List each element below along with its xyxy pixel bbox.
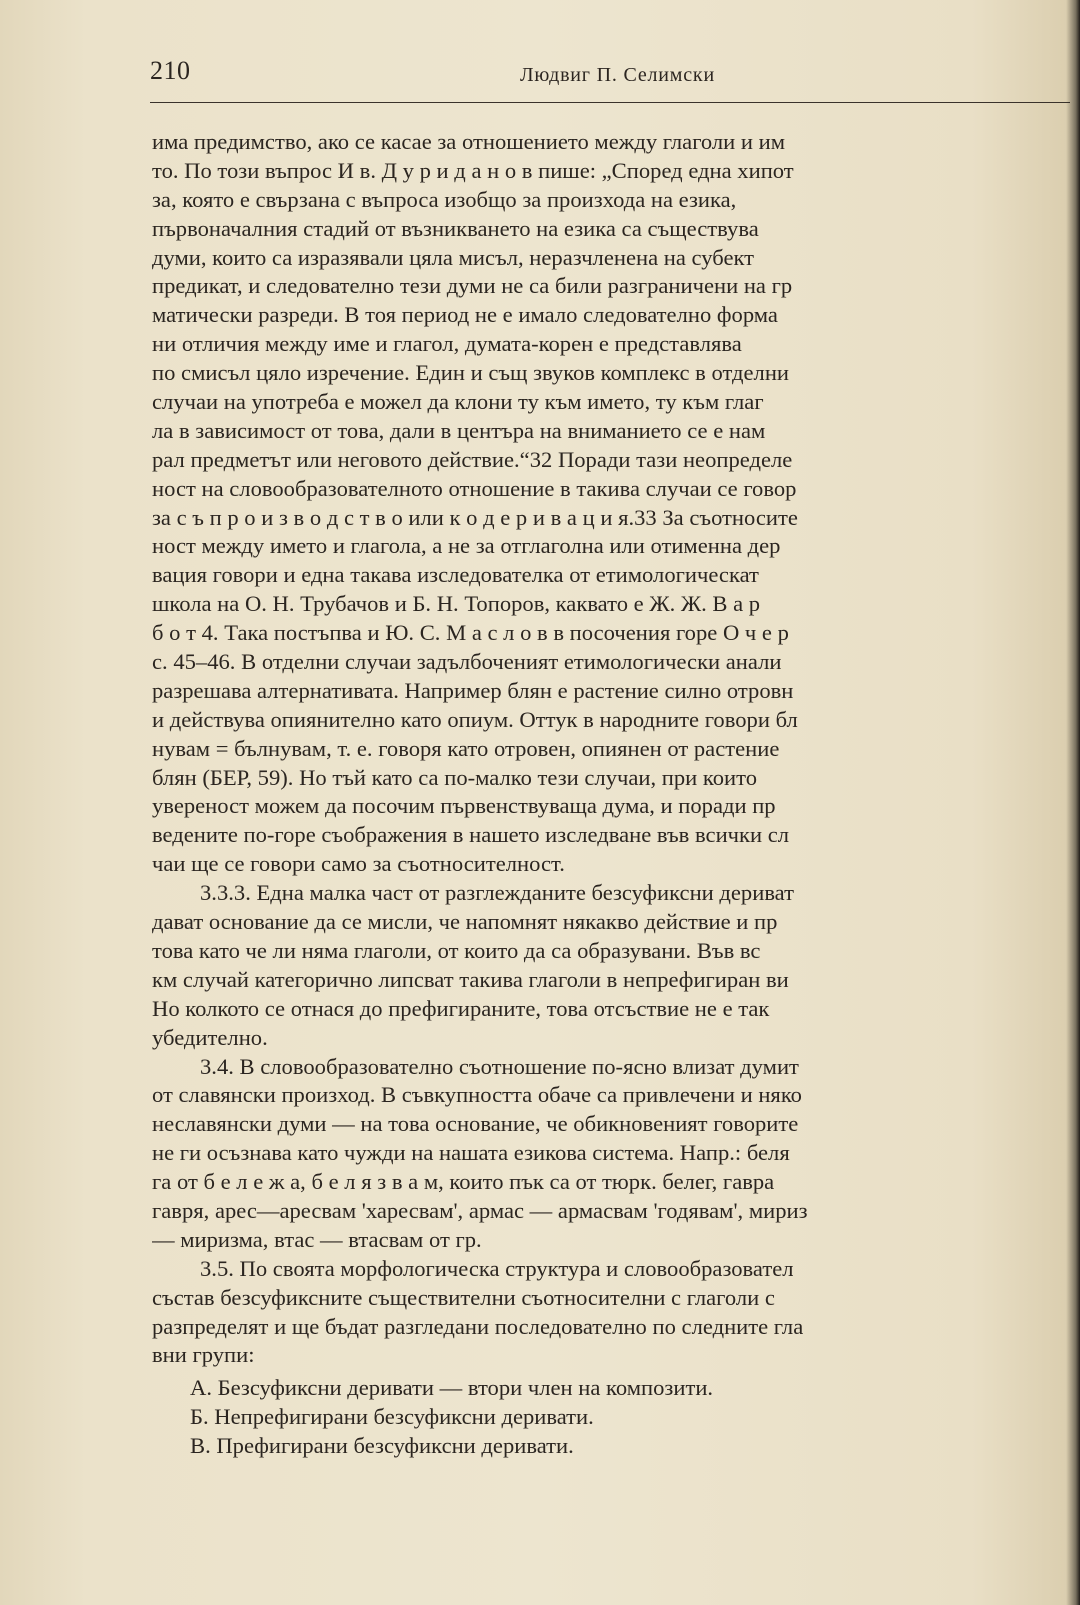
text-line: нувам = бълнувам, т. е. говоря като отровен, опиянен от растение <box>152 735 780 761</box>
text-line: школа на О. Н. Трубачов и Б. Н. Топоров, каквато е Ж. Ж. В а р <box>152 591 761 617</box>
text-line: вни групи: <box>152 1342 255 1368</box>
text-line: ност между името и глагола, а не за отглаголна или отименна дер <box>152 533 781 559</box>
text-line: има предимство, ако се касае за отношението между глаголи и им <box>152 129 786 154</box>
list-item: В. Префигирани безсуфиксни деривати. <box>190 1433 574 1459</box>
page-header <box>150 52 1070 103</box>
paragraph-start-line: 3.5. По своята морфологическа структура и словообразовател <box>200 1255 794 1281</box>
text-line: га от б е л е ж а, б е л я з в а м, които пък са от тюрк. белег, гавра <box>152 1169 775 1195</box>
text-line: с. 45–46. В отделни случаи задълбоченият етимологически анали <box>152 649 782 675</box>
text-line: увереност можем да посочим първенствуваща дума, и поради пр <box>152 793 776 819</box>
list-item: Б. Непрефигирани безсуфиксни деривати. <box>190 1404 594 1430</box>
text-line: б о т 4. Така постъпва и Ю. С. М а с л о в в посочения горе О ч е р <box>152 620 789 646</box>
text-line: от славянски произход. В съвкупността обаче са привлечени и няко <box>152 1082 802 1108</box>
text-line: гавря, арес—аресвам 'харесвам', армас — армасвам 'годявам', мириз <box>152 1197 808 1223</box>
text-line: блян (БЕР, 59). Но тъй като са по-малко тези случаи, при които <box>152 764 757 790</box>
text-line: ведените по-горе съображения в нашето изследване във всички сл <box>152 822 790 848</box>
running-head: Людвиг П. Селимски <box>520 64 715 86</box>
text-line: — миризма, втас — втасвам от гр. <box>152 1226 482 1252</box>
group-list <box>152 1374 1067 1461</box>
page-edge-shadow <box>1066 0 1080 1605</box>
text-line: и действува опиянително като опиум. Оттук в народните говори бл <box>152 706 798 732</box>
text-line: Но колкото се отнася до префигираните, това отсъствие не е так <box>152 995 770 1021</box>
text-line: предикат, и следователно тези думи не са били разграничени на гр <box>152 273 793 299</box>
text-line: думи, които са изразявали цяла мисъл, неразчленена на субект <box>152 244 755 270</box>
text-line: ла в зависимост от това, дали в центъра на вниманието се е нам <box>152 417 766 443</box>
text-line: това като че ли няма глаголи, от които да са образувани. Във вс <box>152 937 761 963</box>
text-line: убедително. <box>152 1024 268 1050</box>
text-line: дават основание да се мисли, че напомнят някакво действие и пр <box>152 909 778 935</box>
text-line: случаи на употреба е можел да клони ту към името, ту към глаг <box>152 389 764 415</box>
text-line: км случай категорично липсват такива глаголи в непрефигиран ви <box>152 966 789 992</box>
text-line: то. По този въпрос И в. Д у р и д а н о в пише: „Според една хипот <box>152 157 794 183</box>
text-line: неславянски думи — на това основание, че обикновеният говорите <box>152 1111 799 1137</box>
paragraph-start-line: 3.4. В словообразователно съотношение по-ясно влизат думит <box>200 1053 799 1079</box>
text-line: разпределят и ще бъдат разгледани последователно по следните гла <box>152 1313 804 1339</box>
list-item: А. Безсуфиксни деривати — втори член на композити. <box>190 1375 714 1401</box>
text-line: вация говори и една такава изследователка от етимологическат <box>152 562 759 588</box>
text-line: не ги осъзнава като чужди на нашата езикова система. Напр.: беля <box>152 1140 790 1166</box>
text-line: първоначалния стадий от възникването на езика са съществува <box>152 215 759 241</box>
text-line: ни отличия между име и глагол, думата-корен е представлява <box>152 331 742 357</box>
text-line: рал предметът или неговото действие.“32 Поради тази неопределе <box>152 446 793 472</box>
page-number: 210 <box>150 56 191 85</box>
text-line: по смисъл цяло изречение. Един и същ звуков комплекс в отделни <box>152 360 790 386</box>
text-line: за с ъ п р о и з в о д с т в о или к о д е р и в а ц и я.33 За съотносите <box>152 504 798 530</box>
paragraph-start-line: 3.3.3. Една малка част от разглежданите безсуфиксни дериват <box>200 880 795 906</box>
text-line: разрешава алтернативата. Например блян е растение силно отровн <box>152 677 794 703</box>
body-text <box>152 128 1067 1461</box>
text-line: ност на словообразователното отношение в такива случаи се говор <box>152 475 797 501</box>
text-line: матически разреди. В тоя период не е имало следователно форма <box>152 302 778 328</box>
text-line: чаи ще се говори само за съотносителност. <box>152 851 565 877</box>
text-line: състав безсуфиксните съществителни съотносителни с глаголи с <box>152 1284 775 1310</box>
text-line: за, която е свързана с въпроса изобщо за произхода на езика, <box>152 186 737 212</box>
